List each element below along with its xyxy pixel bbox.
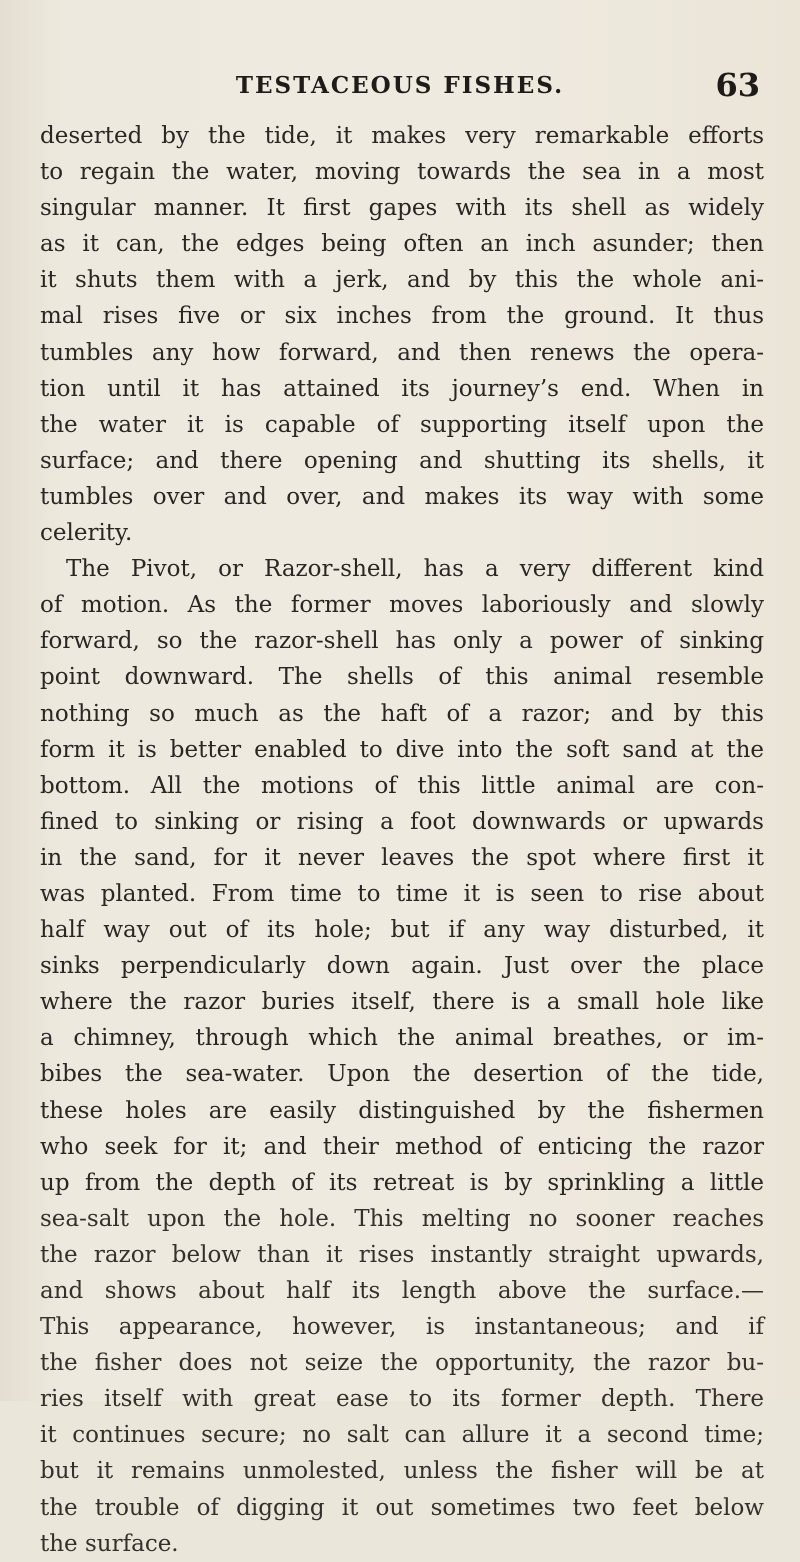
text-line: This appearance, however, is instantaneous; and if xyxy=(40,1314,764,1341)
body-text xyxy=(40,118,764,1562)
text-line: the surface. xyxy=(40,1530,179,1557)
text-line: where the razor buries itself, there is a small hole like xyxy=(40,989,764,1016)
text-line: half way out of its hole; but if any way disturbed, it xyxy=(40,917,764,944)
text-line: was planted. From time to time it is seen to rise about xyxy=(40,880,764,907)
text-line: as it can, the edges being often an inch asunder; then xyxy=(40,231,764,258)
text-line: bibes the sea-water. Upon the desertion of the tide, xyxy=(40,1061,764,1088)
text-line: who seek for it; and their method of enticing the razor xyxy=(40,1133,764,1160)
running-head xyxy=(40,66,760,108)
text-line: these holes are easily distinguished by the fishermen xyxy=(40,1097,764,1124)
text-line: tumbles over and over, and makes its way with some xyxy=(40,483,764,510)
text-line: ries itself with great ease to its former depth. There xyxy=(40,1386,764,1413)
text-line: deserted by the tide, it makes very remarkable efforts xyxy=(40,123,764,149)
text-line: in the sand, for it never leaves the spot where first it xyxy=(40,844,764,871)
text-line: tion until it has attained its journey’s end. When in xyxy=(40,375,764,402)
text-line: the water it is capable of supporting itself upon the xyxy=(40,411,764,438)
text-line: sea-salt upon the hole. This melting no sooner reaches xyxy=(40,1205,764,1232)
text-line: to regain the water, moving towards the sea in a most xyxy=(40,159,764,186)
text-line: The Pivot, or Razor-shell, has a very different kind xyxy=(66,556,764,583)
text-line: mal rises five or six inches from the ground. It thus xyxy=(40,303,764,330)
text-line: nothing so much as the haft of a razor; and by this xyxy=(40,700,764,727)
text-line: it shuts them with a jerk, and by this the whole ani- xyxy=(40,267,764,294)
page-number: 63 xyxy=(715,66,760,104)
text-line: form it is better enabled to dive into the soft sand at the xyxy=(40,736,764,763)
text-line: fined to sinking or rising a foot downwards or upwards xyxy=(40,808,764,835)
text-line: celerity. xyxy=(40,520,133,547)
text-line: bottom. All the motions of this little animal are con- xyxy=(40,772,764,799)
text-line: it continues secure; no salt can allure it a second time; xyxy=(40,1422,764,1449)
text-line: sinks perpendicularly down again. Just over the place xyxy=(40,953,764,980)
text-line: surface; and there opening and shutting its shells, it xyxy=(40,447,764,474)
text-line: a chimney, through which the animal breathes, or im- xyxy=(40,1025,764,1052)
text-line: tumbles any how forward, and then renews the opera- xyxy=(40,339,764,366)
text-line: the trouble of digging it out sometimes two feet below xyxy=(40,1494,764,1521)
text-line: up from the depth of its retreat is by sprinkling a little xyxy=(40,1169,764,1196)
running-head-title: TESTACEOUS FISHES. xyxy=(235,72,565,99)
text-line: but it remains unmolested, unless the fisher will be at xyxy=(40,1458,764,1485)
text-line: of motion. As the former moves laboriously and slowly xyxy=(40,592,764,619)
text-line: the razor below than it rises instantly straight upwards, xyxy=(40,1241,764,1268)
text-line: and shows about half its length above the surface.— xyxy=(40,1278,764,1304)
text-line: forward, so the razor-shell has only a power of sinking xyxy=(40,628,764,655)
text-line: singular manner. It first gapes with its shell as widely xyxy=(40,195,764,222)
text-line: the fisher does not seize the opportunity, the razor bu- xyxy=(40,1350,764,1377)
text-line: point downward. The shells of this animal resemble xyxy=(40,664,764,691)
